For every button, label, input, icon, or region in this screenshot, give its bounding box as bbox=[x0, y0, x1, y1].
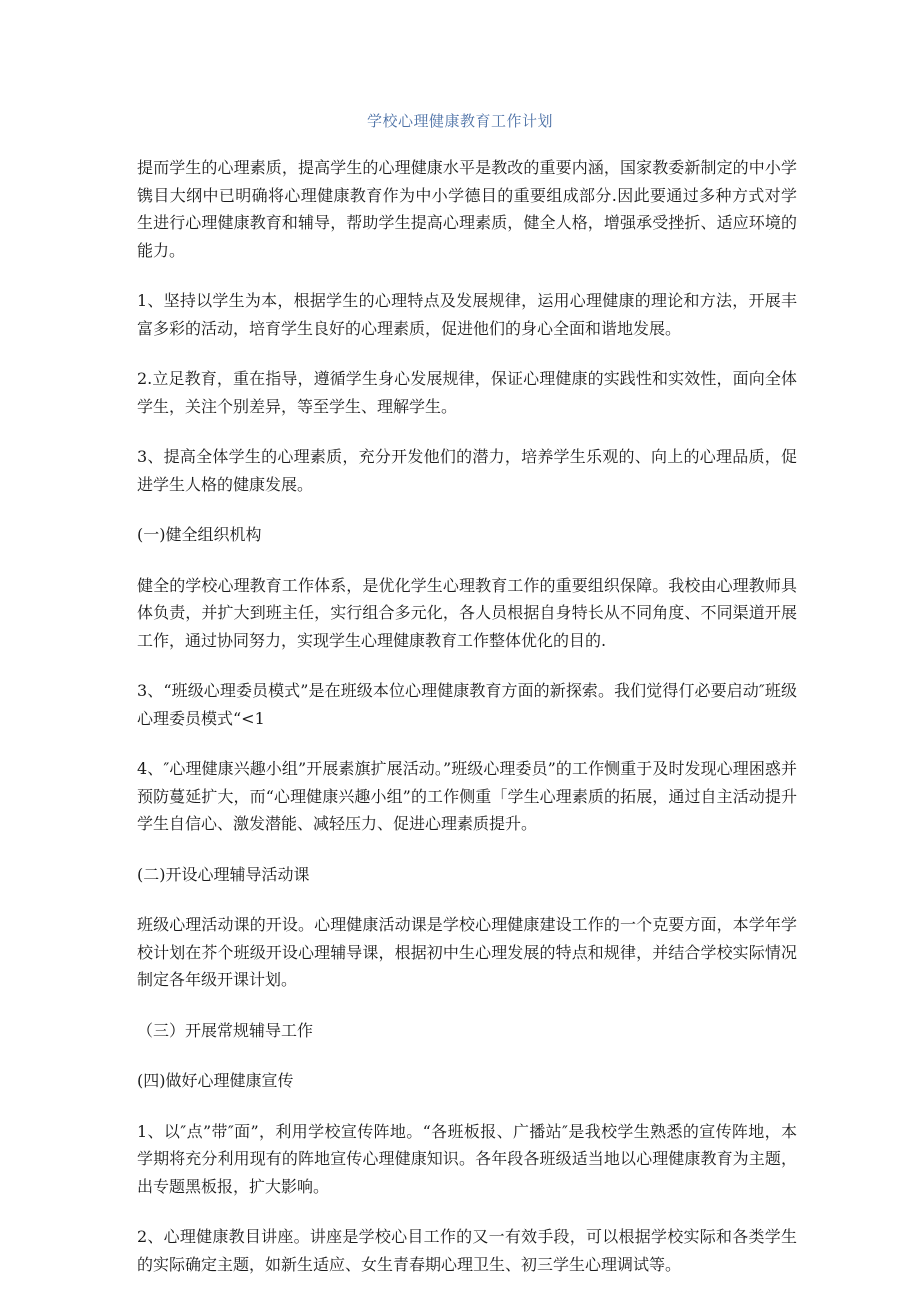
document-body bbox=[137, 154, 797, 1301]
class-committee-paragraph: 3、“班级心理委员模式”是在班级本位心理健康教育方面的新探索。我们觉得仃必要启动″班级心理委员模式“<1 bbox=[137, 681, 797, 728]
organization-paragraph: 健全的学校心理教育工作体系，是优化学生心理教育工作的重要组织保障。我校由心理教师具体负责，并扩大到班主任，实行组合多元化，各人员根据自身特长从不同角度、不同渠道开展工作，通过协同努力，实现学生心理健康教育工作整体优化的目的. bbox=[137, 575, 797, 650]
interest-group-paragraph: 4、″心理健康兴趣小组”开展素旗扩展活动。”班级心理委员”的工作恻重于及时发现心理困惑并预防蔓延扩大，而“心理健康兴趣小组”的工作侧重「学生心理素质的拓展，通过自主活动提升学生自信心、激发潜能、减轻压力、促进心理素质提升。 bbox=[137, 759, 797, 833]
lecture-paragraph: 2、心理健康教目讲座。讲座是学校心目工作的又一有效手段，可以根据学校实际和各类学生的实际确定主题，如新生适应、女生青春期心理卫生、初三学生心理调试等。 bbox=[137, 1227, 797, 1274]
section-heading-2: (二)开设心理辅导活动课 bbox=[137, 864, 310, 884]
publicity-paragraph: 1、以″点”带″面”，利用学校宣传阵地。“各班板报、广播站″是我校学生熟悉的宣传阵地，本学期将充分利用现有的阵地宣传心理健康知识。各年段各班级适当地以心理健康教育为主题，出专题黑板报，扩大影响。 bbox=[137, 1121, 797, 1196]
section-heading-1: (一)健全组织机构 bbox=[137, 525, 262, 544]
goal-paragraph-1: 1、坚持以学生为本，根据学生的心理特点及发展规律，运用心理健康的理论和方法，开展丰富多彩的活动，培育学生良好的心理素质，促进他们的身心全面和谐地发展。 bbox=[137, 291, 797, 338]
document-title: 学校心理健康教育工作计划 bbox=[366, 112, 553, 130]
intro-paragraph: 提而学生的心理素质，提高学生的心理健康水平是教改的重要内涵，国家教委新制定的中小学镌目大纲中已明确将心理健康教育作为中小学德目的重要组成部分.因此要通过多种方式对学生进行心理健康教育和辅导，帮助学生提高心理素质，健全人格，增强承受挫折、适应环境的能力。 bbox=[137, 158, 797, 260]
section-heading-4: (四)做好心理健康宣传 bbox=[137, 1071, 294, 1090]
activity-class-paragraph: 班级心理活动课的开设。心理健康活动课是学校心理健康建设工作的一个克要方面，本学年学校计划在芥个班级开设心理辅导课，根据初中生心理发展的特点和规律，并结合学校实际情况制定各年级开课计划。 bbox=[137, 915, 797, 989]
goal-paragraph-3: 3、提高全体学生的心理素质，充分开发他们的潜力，培养学生乐观的、向上的心理品质，促进学生人格的健康发展。 bbox=[137, 447, 797, 494]
goal-paragraph-2: 2.立足教育，重在指导，遵循学生身心发展规律，保证心理健康的实践性和实效性，面向全体学生，关注个别差异，等至学生、理解学生。 bbox=[137, 369, 797, 416]
section-heading-3: （三）开展常规辅导工作 bbox=[137, 1020, 314, 1040]
